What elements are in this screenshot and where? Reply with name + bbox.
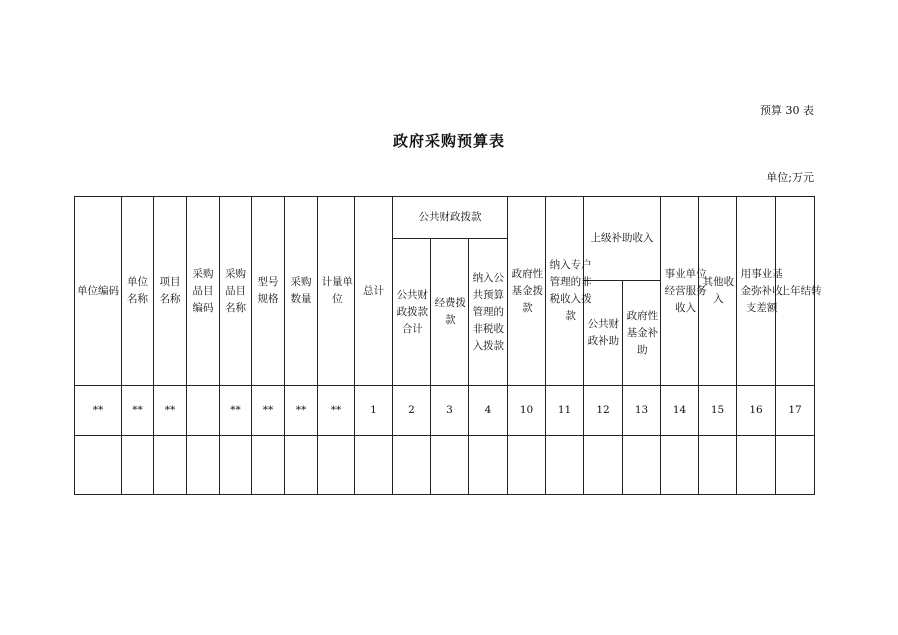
data-cell[interactable] (776, 436, 815, 495)
col-funding-alloc: 经费拨款 (431, 239, 469, 386)
data-cell[interactable] (737, 436, 776, 495)
data-cell[interactable] (355, 436, 393, 495)
data-cell[interactable] (252, 436, 285, 495)
index-cell: 17 (776, 386, 815, 436)
page-title: 政府采购预算表 (392, 132, 505, 150)
data-cell[interactable] (220, 436, 252, 495)
data-row (75, 436, 815, 495)
col-gov-fund: 政府性基金拨款 (508, 197, 546, 386)
col-carryover: 上年结转 (776, 197, 815, 386)
col-measure-unit: 计量单位 (318, 197, 355, 386)
col-model-spec: 型号规格 (252, 197, 285, 386)
index-cell (187, 386, 220, 436)
index-row (75, 386, 815, 436)
index-cell: 12 (584, 386, 623, 436)
data-cell[interactable] (122, 436, 154, 495)
col-public-budget-nontax: 纳入公共预算管理的非税收入拨款 (469, 239, 508, 386)
index-cell: ** (252, 386, 285, 436)
data-cell[interactable] (187, 436, 220, 495)
data-cell[interactable] (318, 436, 355, 495)
data-cell[interactable] (508, 436, 546, 495)
group-public-finance: 公共财政拨款 (393, 197, 508, 239)
data-cell[interactable] (546, 436, 584, 495)
data-cell[interactable] (623, 436, 661, 495)
index-cell: 4 (469, 386, 508, 436)
col-fund-offset: 用事业基金弥补收支差额 (737, 197, 776, 386)
data-cell[interactable] (431, 436, 469, 495)
col-total: 总计 (355, 197, 393, 386)
col-sup-public-finance: 公共财政补助 (584, 281, 623, 386)
data-cell[interactable] (699, 436, 737, 495)
col-public-finance-total: 公共财政拨款合计 (393, 239, 431, 386)
data-cell[interactable] (285, 436, 318, 495)
budget-table (74, 196, 822, 495)
data-cell[interactable] (469, 436, 508, 495)
index-cell: 14 (661, 386, 699, 436)
col-item-name: 采购品目名称 (220, 197, 252, 386)
index-cell: ** (122, 386, 154, 436)
index-cell: ** (154, 386, 187, 436)
index-cell: 2 (393, 386, 431, 436)
index-cell: ** (318, 386, 355, 436)
col-unit-name: 单位名称 (122, 197, 154, 386)
col-unit-code: 单位编码 (75, 197, 122, 386)
col-quantity: 采购数量 (285, 197, 318, 386)
data-cell[interactable] (393, 436, 431, 495)
col-project-name: 项目名称 (154, 197, 187, 386)
index-cell: 13 (623, 386, 661, 436)
data-cell[interactable] (75, 436, 122, 495)
col-sup-gov-fund: 政府性基金补助 (623, 281, 661, 386)
data-cell[interactable] (154, 436, 187, 495)
data-cell[interactable] (661, 436, 699, 495)
col-other-income: 其他收入 (699, 197, 737, 386)
index-cell: ** (75, 386, 122, 436)
index-cell: 1 (355, 386, 393, 436)
col-business-income: 事业单位经营服务收入 (661, 197, 699, 386)
index-cell: ** (220, 386, 252, 436)
index-cell: 16 (737, 386, 776, 436)
col-special-nontax: 纳入专户管理的非税收入拨款 (546, 197, 584, 386)
index-cell: 15 (699, 386, 737, 436)
index-cell: 10 (508, 386, 546, 436)
index-cell: 11 (546, 386, 584, 436)
form-number: 预算 30 表 (760, 104, 814, 117)
unit-label: 单位;万元 (766, 171, 814, 184)
group-superior: 上级补助收入 (584, 197, 661, 281)
index-cell: 3 (431, 386, 469, 436)
data-cell[interactable] (584, 436, 623, 495)
index-cell: ** (285, 386, 318, 436)
col-item-code: 采购品目编码 (187, 197, 220, 386)
